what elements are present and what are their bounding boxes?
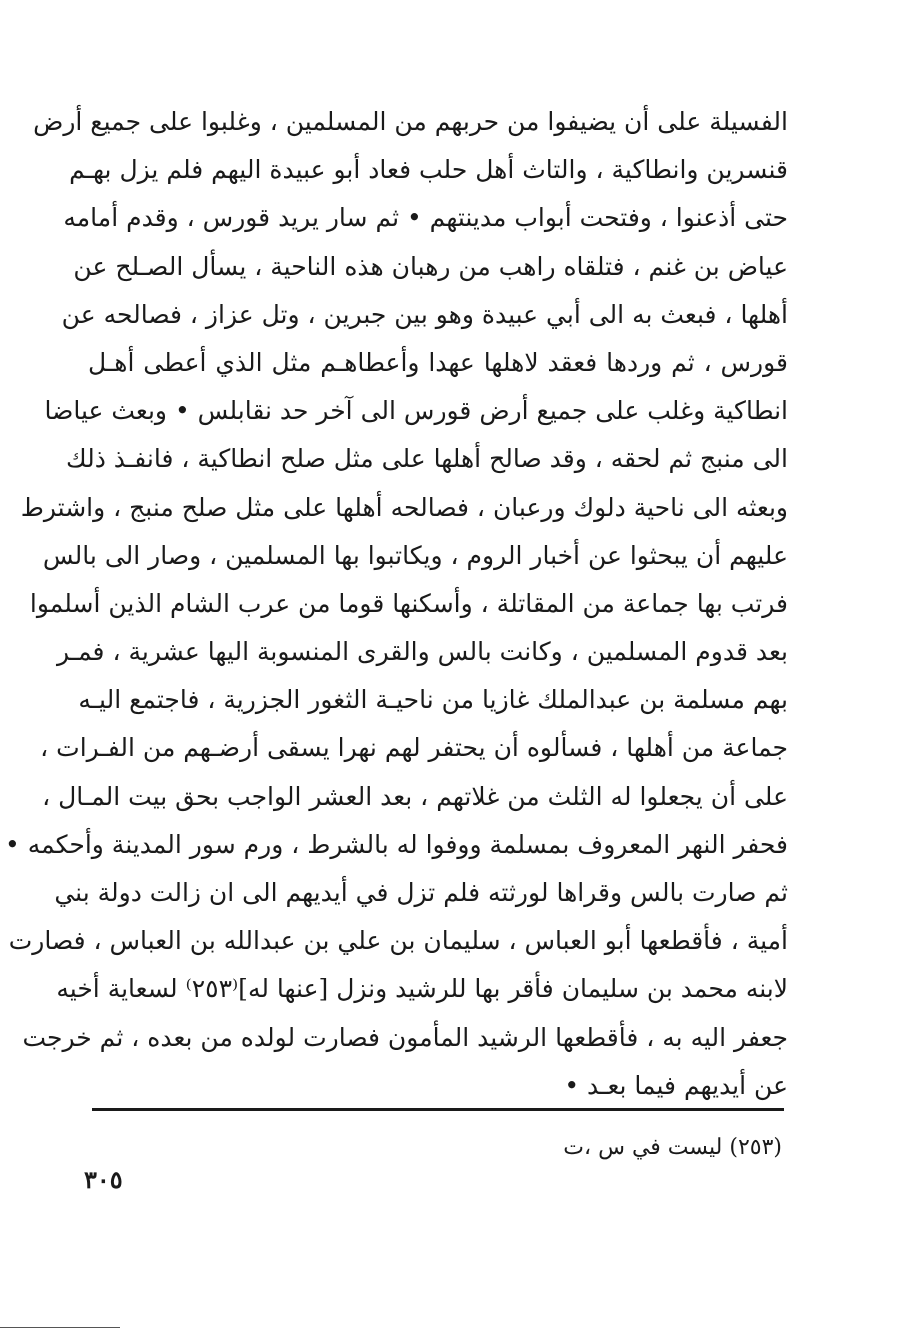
scan-edge-line — [0, 1327, 120, 1328]
footnote: (٢٥٣) ليست في س ،ت — [563, 1135, 782, 1160]
text-line: بعد قدوم المسلمين ، وكانت بالس والقرى المنسوبة اليها عشرية ، فمـر — [56, 637, 788, 667]
text-line-last: عن أيديهم فيما بعـد • — [564, 1070, 788, 1100]
text-line: أمية ، فأقطعها أبو العباس ، سليمان بن علي بن عبدالله بن العباس ، فصارت — [8, 926, 788, 956]
text-line: حتى أذعنوا ، وفتحت أبواب مدينتهم • ثم سار يريد قورس ، وقدم أمامه — [63, 203, 788, 233]
footnote-separator — [92, 1108, 784, 1111]
text-line: قنسرين وانطاكية ، والتاث أهل حلب فعاد أبو عبيدة اليهم فلم يزل بهـم — [69, 155, 788, 185]
text-line: وبعثه الى ناحية دلوك ورعبان ، فصالحه أهلها على مثل صلح منبج ، واشترط — [20, 492, 788, 522]
text-line: فرتب بها جماعة من المقاتلة ، وأسكنها قوما من عرب الشام الذين أسلموا — [29, 588, 788, 618]
text-line: قورس ، ثم وردها فعقد لاهلها عهدا وأعطاهـم مثل الذي أعطى أهـل — [88, 347, 788, 377]
text-line: أهلها ، فبعث به الى أبي عبيدة وهو بين جبرين ، وتل عزاز ، فصالحه عن — [61, 299, 788, 329]
text-line: بهم مسلمة بن عبدالملك غازيا من ناحيـة الثغور الجزرية ، فاجتمع اليـه — [78, 685, 788, 715]
text-line: انطاكية وغلب على جميع أرض قورس الى آخر حد نقابلس • وبعث عياضا — [44, 396, 788, 426]
text-line: على أن يجعلوا له الثلث من غلاتهم ، بعد العشر الواجب بحق بيت المـال ، — [42, 781, 788, 811]
text-line: ثم صارت بالس وقراها لورثته فلم تزل في أيديهم الى ان زالت دولة بني — [54, 878, 788, 907]
text-line: عياض بن غنم ، فتلقاه راهب من رهبان هذه الناحية ، يسأل الصـلح عن — [73, 251, 788, 281]
text-line: جماعة من أهلها ، فسألوه أن يحتفر لهم نهرا يسقى أرضـهم من الفـرات ، — [40, 733, 788, 763]
text-line: جعفر اليه به ، فأقطعها الرشيد المأمون فصارت لولده من بعده ، ثم خرجت — [22, 1022, 788, 1052]
text-line: الفسيلة على أن يضيفوا من حربهم من المسلمين ، وغلبوا على جميع أرض — [33, 107, 788, 136]
body-text — [5, 98, 788, 1110]
text-line: الى منبج ثم لحقه ، وقد صالح أهلها على مثل صلح انطاكية ، فانفـذ ذلك — [66, 444, 788, 474]
text-line: فحفر النهر المعروف بمسلمة ووفوا له بالشرط ، ورم سور المدينة وأحكمه • — [5, 829, 788, 859]
text-line: عليهم أن يبحثوا عن أخبار الروم ، ويكاتبوا بها المسلمين ، وصار الى بالس — [42, 540, 788, 570]
page-number: ٣٠٥ — [84, 1165, 123, 1194]
text-line: لابنه محمد بن سليمان فأقر بها للرشيد ونزل [عنها له]⁽٢٥٣⁾ لسعاية أخيه — [56, 974, 788, 1004]
